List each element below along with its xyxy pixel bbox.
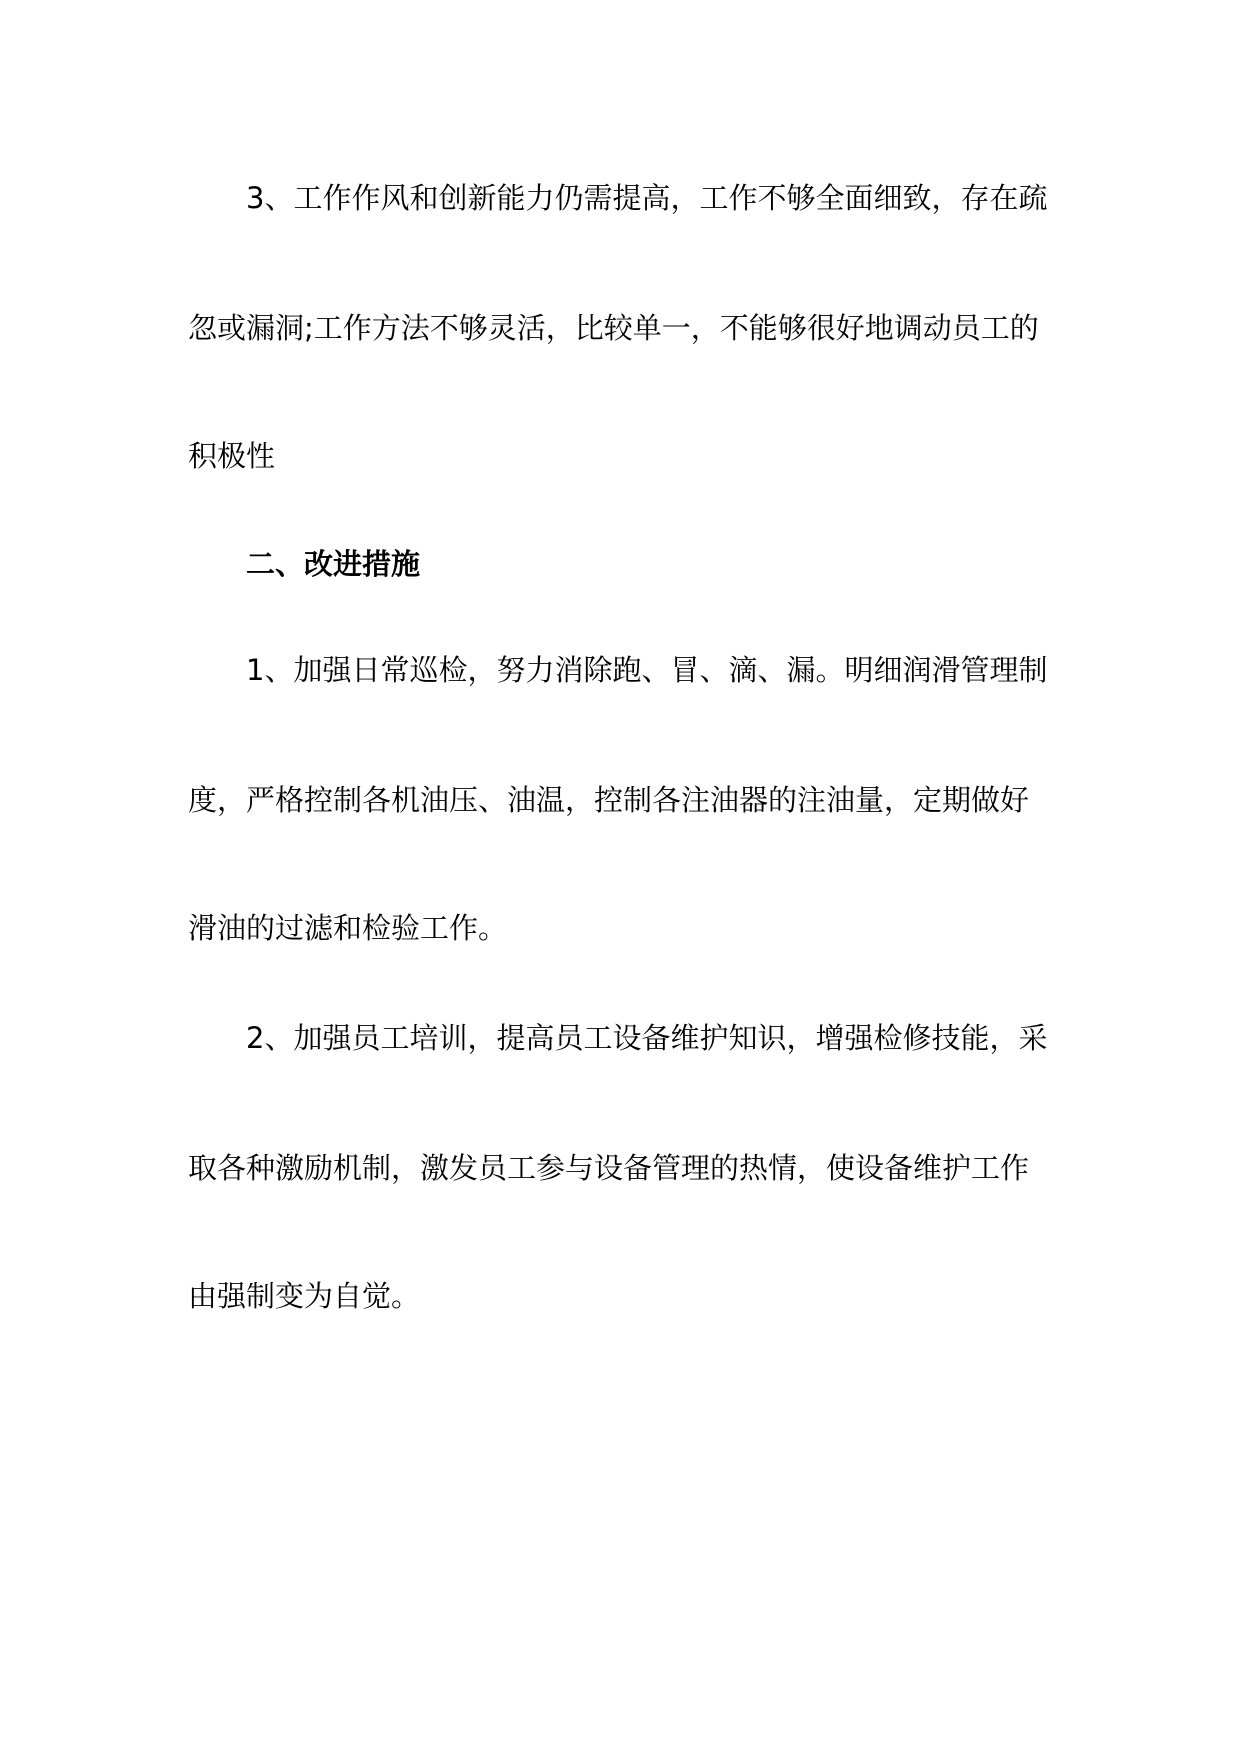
paragraph-3-line-3: 积极性 xyxy=(188,439,276,473)
section-heading: 二、改进措施 xyxy=(246,547,421,581)
measure-2-line-2: 取各种激励机制，激发员工参与设备管理的热情，使设备维护工作 xyxy=(188,1151,1030,1185)
measure-2-line-1: 2、加强员工培训，提高员工设备维护知识，增强检修技能，采 xyxy=(246,1021,1048,1055)
measure-1-line-1: 1、加强日常巡检，努力消除跑、冒、滴、漏。明细润滑管理制 xyxy=(246,653,1048,687)
measure-1-line-3: 滑油的过滤和检验工作。 xyxy=(188,911,508,945)
paragraph-3-line-1: 3、工作作风和创新能力仍需提高，工作不够全面细致，存在疏 xyxy=(246,181,1048,215)
measure-2-line-3: 由强制变为自觉。 xyxy=(188,1279,421,1313)
measure-1-line-2: 度，严格控制各机油压、油温，控制各注油器的注油量，定期做好 xyxy=(188,783,1030,817)
paragraph-3-line-2: 忽或漏洞;工作方法不够灵活，比较单一，不能够很好地调动员工的 xyxy=(188,311,1039,345)
